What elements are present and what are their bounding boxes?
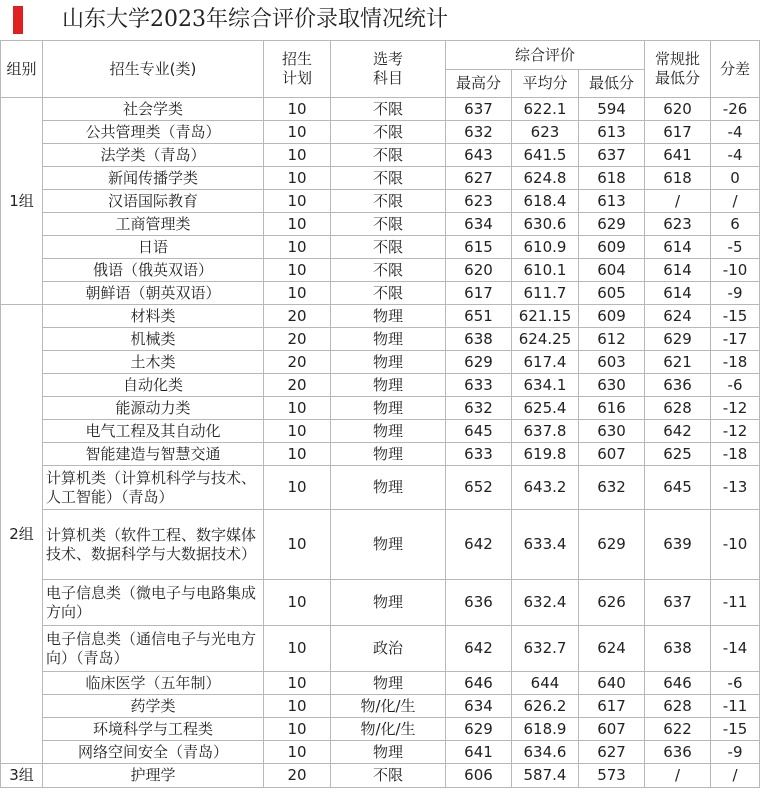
avg-cell: 587.4 [512, 764, 579, 788]
avg-cell: 611.7 [512, 282, 579, 305]
table-row [1, 213, 760, 236]
avg-cell: 621.15 [512, 305, 579, 328]
diff-cell: -15 [711, 305, 760, 328]
major-cell: 环境科学与工程类 [43, 718, 264, 741]
max-cell: 623 [446, 190, 512, 213]
max-cell: 636 [446, 580, 512, 626]
min-cell: 616 [579, 397, 645, 420]
regular-cell: 642 [645, 420, 711, 443]
plan-cell: 10 [264, 213, 331, 236]
plan-cell: 10 [264, 443, 331, 466]
header-avg: 平均分 [512, 70, 579, 98]
table-row [1, 236, 760, 259]
table-row [1, 466, 760, 510]
subject-cell: 物理 [331, 328, 446, 351]
subject-cell: 物理 [331, 510, 446, 580]
plan-cell: 10 [264, 420, 331, 443]
avg-cell: 624.25 [512, 328, 579, 351]
avg-cell: 643.2 [512, 466, 579, 510]
diff-cell: / [711, 764, 760, 788]
table-row [1, 328, 760, 351]
max-cell: 645 [446, 420, 512, 443]
header-subject-text: 选考科目 [372, 50, 403, 87]
diff-cell: -11 [711, 695, 760, 718]
regular-cell: 646 [645, 672, 711, 695]
min-cell: 612 [579, 328, 645, 351]
major-cell: 临床医学（五年制） [43, 672, 264, 695]
header-plan [264, 41, 331, 98]
diff-cell: / [711, 190, 760, 213]
avg-cell: 632.4 [512, 580, 579, 626]
avg-cell: 626.2 [512, 695, 579, 718]
subject-cell: 不限 [331, 144, 446, 167]
max-cell: 641 [446, 741, 512, 764]
header-diff: 分差 [711, 41, 760, 98]
plan-cell: 20 [264, 764, 331, 788]
table-body [1, 98, 760, 788]
min-cell: 603 [579, 351, 645, 374]
diff-cell: -17 [711, 328, 760, 351]
subject-cell: 不限 [331, 282, 446, 305]
min-cell: 617 [579, 695, 645, 718]
avg-cell: 644 [512, 672, 579, 695]
regular-cell: / [645, 190, 711, 213]
min-cell: 609 [579, 236, 645, 259]
subject-cell: 不限 [331, 167, 446, 190]
avg-cell: 610.1 [512, 259, 579, 282]
regular-cell: 621 [645, 351, 711, 374]
avg-cell: 630.6 [512, 213, 579, 236]
plan-cell: 10 [264, 580, 331, 626]
plan-cell: 10 [264, 510, 331, 580]
subject-cell: 物理 [331, 351, 446, 374]
regular-cell: 628 [645, 397, 711, 420]
regular-cell: 625 [645, 443, 711, 466]
major-cell: 新闻传播学类 [43, 167, 264, 190]
subject-cell: 物理 [331, 741, 446, 764]
admission-table [0, 40, 760, 788]
header-group: 组别 [1, 41, 43, 98]
plan-cell: 20 [264, 328, 331, 351]
avg-cell: 632.7 [512, 626, 579, 672]
plan-cell: 10 [264, 167, 331, 190]
avg-cell: 641.5 [512, 144, 579, 167]
regular-cell: 629 [645, 328, 711, 351]
min-cell: 613 [579, 121, 645, 144]
max-cell: 652 [446, 466, 512, 510]
plan-cell: 10 [264, 98, 331, 121]
max-cell: 634 [446, 213, 512, 236]
max-cell: 646 [446, 672, 512, 695]
header-subject [331, 41, 446, 98]
max-cell: 637 [446, 98, 512, 121]
major-cell: 土木类 [43, 351, 264, 374]
plan-cell: 10 [264, 466, 331, 510]
plan-cell: 10 [264, 259, 331, 282]
regular-cell: 620 [645, 98, 711, 121]
major-cell: 社会学类 [43, 98, 264, 121]
plan-cell: 10 [264, 718, 331, 741]
header-major: 招生专业(类) [43, 41, 264, 98]
diff-cell: -6 [711, 374, 760, 397]
header-regular [645, 41, 711, 98]
avg-cell: 618.9 [512, 718, 579, 741]
table-row [1, 351, 760, 374]
min-cell: 629 [579, 510, 645, 580]
plan-cell: 10 [264, 236, 331, 259]
major-cell: 网络空间安全（青岛） [43, 741, 264, 764]
plan-cell: 20 [264, 351, 331, 374]
diff-cell: 0 [711, 167, 760, 190]
max-cell: 642 [446, 510, 512, 580]
regular-cell: 618 [645, 167, 711, 190]
min-cell: 627 [579, 741, 645, 764]
min-cell: 630 [579, 420, 645, 443]
avg-cell: 637.8 [512, 420, 579, 443]
plan-cell: 10 [264, 672, 331, 695]
diff-cell: -10 [711, 510, 760, 580]
table-row [1, 167, 760, 190]
subject-cell: 物理 [331, 397, 446, 420]
max-cell: 632 [446, 121, 512, 144]
max-cell: 643 [446, 144, 512, 167]
subject-cell: 物理 [331, 305, 446, 328]
max-cell: 617 [446, 282, 512, 305]
major-cell: 计算机类（软件工程、数字媒体技术、数据科学与大数据技术） [43, 510, 264, 580]
min-cell: 604 [579, 259, 645, 282]
avg-cell: 634.1 [512, 374, 579, 397]
diff-cell: -6 [711, 672, 760, 695]
avg-cell: 622.1 [512, 98, 579, 121]
table-row [1, 510, 760, 580]
max-cell: 629 [446, 718, 512, 741]
table-row [1, 764, 760, 788]
regular-cell: 623 [645, 213, 711, 236]
plan-cell: 10 [264, 626, 331, 672]
diff-cell: -5 [711, 236, 760, 259]
table-row [1, 397, 760, 420]
group-cell: 1组 [1, 98, 43, 305]
table-row [1, 282, 760, 305]
max-cell: 606 [446, 764, 512, 788]
regular-cell: 636 [645, 741, 711, 764]
avg-cell: 618.4 [512, 190, 579, 213]
subject-cell: 不限 [331, 764, 446, 788]
major-cell: 俄语（俄英双语） [43, 259, 264, 282]
table-row [1, 672, 760, 695]
regular-cell: 617 [645, 121, 711, 144]
min-cell: 609 [579, 305, 645, 328]
subject-cell: 物理 [331, 672, 446, 695]
subject-cell: 不限 [331, 213, 446, 236]
regular-cell: 614 [645, 236, 711, 259]
major-cell: 材料类 [43, 305, 264, 328]
max-cell: 634 [446, 695, 512, 718]
min-cell: 613 [579, 190, 645, 213]
plan-cell: 10 [264, 190, 331, 213]
subject-cell: 物理 [331, 374, 446, 397]
regular-cell: 645 [645, 466, 711, 510]
table-row [1, 144, 760, 167]
subject-cell: 物/化/生 [331, 695, 446, 718]
min-cell: 630 [579, 374, 645, 397]
max-cell: 620 [446, 259, 512, 282]
major-cell: 计算机类（计算机科学与技术、人工智能）（青岛） [43, 466, 264, 510]
regular-cell: 622 [645, 718, 711, 741]
min-cell: 629 [579, 213, 645, 236]
min-cell: 607 [579, 443, 645, 466]
diff-cell: -9 [711, 741, 760, 764]
max-cell: 638 [446, 328, 512, 351]
diff-cell: -26 [711, 98, 760, 121]
regular-cell: 639 [645, 510, 711, 580]
major-cell: 日语 [43, 236, 264, 259]
header-plan-text: 招生计划 [281, 50, 312, 87]
avg-cell: 617.4 [512, 351, 579, 374]
page-title: 山东大学2023年综合评价录取情况统计 [62, 7, 448, 32]
subject-cell: 不限 [331, 259, 446, 282]
regular-cell: 641 [645, 144, 711, 167]
regular-cell: / [645, 764, 711, 788]
subject-cell: 物/化/生 [331, 718, 446, 741]
header-min: 最低分 [579, 70, 645, 98]
regular-cell: 636 [645, 374, 711, 397]
min-cell: 624 [579, 626, 645, 672]
table-row [1, 580, 760, 626]
table-row [1, 718, 760, 741]
header-max: 最高分 [446, 70, 512, 98]
major-cell: 机械类 [43, 328, 264, 351]
table-row [1, 374, 760, 397]
subject-cell: 政治 [331, 626, 446, 672]
title-accent-mark [13, 6, 23, 34]
avg-cell: 623 [512, 121, 579, 144]
diff-cell: -18 [711, 351, 760, 374]
subject-cell: 物理 [331, 466, 446, 510]
major-cell: 电气工程及其自动化 [43, 420, 264, 443]
subject-cell: 物理 [331, 420, 446, 443]
header-regular-text: 常规批最低分 [655, 50, 701, 87]
max-cell: 615 [446, 236, 512, 259]
group-cell: 3组 [1, 764, 43, 788]
subject-cell: 物理 [331, 443, 446, 466]
max-cell: 633 [446, 374, 512, 397]
min-cell: 607 [579, 718, 645, 741]
plan-cell: 10 [264, 397, 331, 420]
plan-cell: 10 [264, 695, 331, 718]
major-cell: 朝鲜语（朝英双语） [43, 282, 264, 305]
diff-cell: -14 [711, 626, 760, 672]
diff-cell: -18 [711, 443, 760, 466]
max-cell: 627 [446, 167, 512, 190]
major-cell: 公共管理类（青岛） [43, 121, 264, 144]
diff-cell: -10 [711, 259, 760, 282]
table-row [1, 190, 760, 213]
regular-cell: 614 [645, 282, 711, 305]
table-row [1, 443, 760, 466]
min-cell: 626 [579, 580, 645, 626]
group-cell: 2组 [1, 305, 43, 764]
major-cell: 智能建造与智慧交通 [43, 443, 264, 466]
diff-cell: 6 [711, 213, 760, 236]
max-cell: 632 [446, 397, 512, 420]
major-cell: 电子信息类（通信电子与光电方向）（青岛） [43, 626, 264, 672]
major-cell: 工商管理类 [43, 213, 264, 236]
table-row [1, 98, 760, 121]
major-cell: 法学类（青岛） [43, 144, 264, 167]
avg-cell: 610.9 [512, 236, 579, 259]
max-cell: 642 [446, 626, 512, 672]
diff-cell: -4 [711, 144, 760, 167]
regular-cell: 624 [645, 305, 711, 328]
max-cell: 629 [446, 351, 512, 374]
major-cell: 能源动力类 [43, 397, 264, 420]
subject-cell: 不限 [331, 190, 446, 213]
major-cell: 自动化类 [43, 374, 264, 397]
subject-cell: 不限 [331, 236, 446, 259]
plan-cell: 10 [264, 144, 331, 167]
major-cell: 药学类 [43, 695, 264, 718]
plan-cell: 10 [264, 282, 331, 305]
table-row [1, 305, 760, 328]
avg-cell: 624.8 [512, 167, 579, 190]
min-cell: 573 [579, 764, 645, 788]
min-cell: 605 [579, 282, 645, 305]
major-cell: 电子信息类（微电子与电路集成方向） [43, 580, 264, 626]
table-row [1, 695, 760, 718]
table-row [1, 626, 760, 672]
plan-cell: 10 [264, 121, 331, 144]
major-cell: 汉语国际教育 [43, 190, 264, 213]
regular-cell: 637 [645, 580, 711, 626]
min-cell: 618 [579, 167, 645, 190]
max-cell: 651 [446, 305, 512, 328]
min-cell: 640 [579, 672, 645, 695]
major-cell: 护理学 [43, 764, 264, 788]
avg-cell: 634.6 [512, 741, 579, 764]
table-row [1, 259, 760, 282]
diff-cell: -13 [711, 466, 760, 510]
diff-cell: -11 [711, 580, 760, 626]
subject-cell: 不限 [331, 121, 446, 144]
min-cell: 632 [579, 466, 645, 510]
diff-cell: -12 [711, 397, 760, 420]
diff-cell: -15 [711, 718, 760, 741]
table-row [1, 121, 760, 144]
plan-cell: 20 [264, 374, 331, 397]
avg-cell: 619.8 [512, 443, 579, 466]
header-comprehensive: 综合评价 [446, 41, 645, 70]
diff-cell: -12 [711, 420, 760, 443]
subject-cell: 不限 [331, 98, 446, 121]
regular-cell: 638 [645, 626, 711, 672]
avg-cell: 625.4 [512, 397, 579, 420]
plan-cell: 20 [264, 305, 331, 328]
min-cell: 637 [579, 144, 645, 167]
avg-cell: 633.4 [512, 510, 579, 580]
regular-cell: 614 [645, 259, 711, 282]
plan-cell: 10 [264, 741, 331, 764]
min-cell: 594 [579, 98, 645, 121]
diff-cell: -4 [711, 121, 760, 144]
table-row [1, 420, 760, 443]
diff-cell: -9 [711, 282, 760, 305]
subject-cell: 物理 [331, 580, 446, 626]
table-row [1, 741, 760, 764]
max-cell: 633 [446, 443, 512, 466]
regular-cell: 628 [645, 695, 711, 718]
title-bar [0, 0, 760, 40]
